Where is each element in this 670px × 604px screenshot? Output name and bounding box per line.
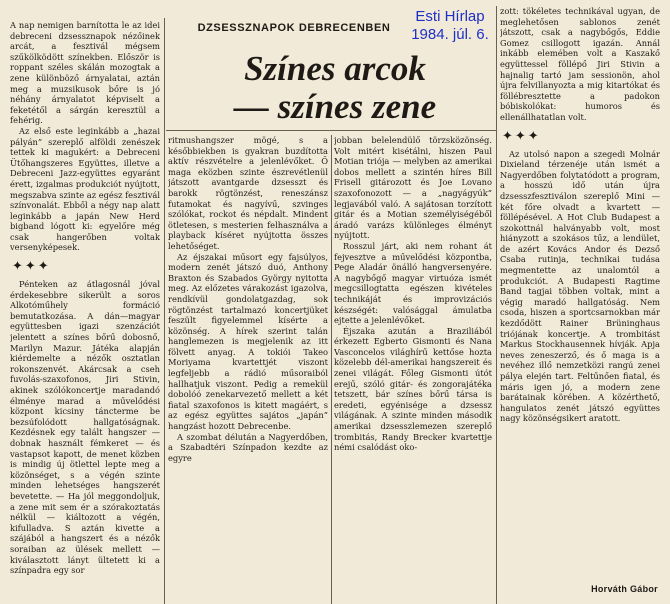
column-rule-2	[331, 135, 332, 604]
paragraph: A nap nemigen barnította le az idei debreceni dzsessznapok nézőinek arcát, a fesztivál mégsem szűkölködött színekben. Először is roppant széles skálán mozogtak a zene különböző árnyalatai, aztán meg a muzsikusok bőre is jó néhány árnyalatot képviselt a feketétől a sárgán keresztül a fehérig.	[10, 20, 160, 126]
paragraph: zott: tökéletes technikával ugyan, de meglehetősen sablonos zenét játszott, csak a nagybőgős, Eddie Gomez csillogott igazán. Annál inkább elemében volt a Kaszakő együttessel föllépő Jiri Stivin a hajnalig tartó jam sessionön, ahol újra felvillanyozta a mig kitartókat és föllébresztette a padokon bóbiskolókat: humoros és ellenállhatatlan volt.	[500, 6, 660, 122]
paragraph: Pénteken az átlagosnál jóval érdekesebbre sikerült a soros Alkotóműhely formáció bemutatkozása. A dán—magyar együttesben igazi szenzációt jelentett a színes bőrű dobosnő, Marilyn Mazur. Játéka alapján kiérdemelte a nézők osztatlan rokonszenvét. Akárcsak a cseh fuvolás-szaxofonos, Jiri Stivin, akinek szólókoncertje maradandó élménye marad a művelődési központ kicsiny táncterme be bezsúfolódott hallgatóságnak. Kezdésnek egy talált hangszer — dobnak használt fémkeret — és vastapsot kapott, de menet közben is mindig új ötlettel lepte meg a közönséget, s a végén szinte minden lehetséges hangszerét bevetette. — Ha jól meggondoljuk, a zene mit sem ér a szórakoztatás nélkül — kiáltozott a végén, kifulladva. S aztán kivette a szájából a hangszert és a nézők soraiban az ülések mellett — kiválasztott lányt ültetett ki a színpadra egy sor	[10, 279, 160, 576]
headline-line-2: — színes zene	[233, 87, 437, 126]
paragraph: Rosszul járt, aki nem rohant át fejvesztve a művelődési központba, Pege Aladár önálló hangversenyére. A nagybőgő magyar virtuóza ismét megcsillogtatta egészen kivételes technikáját és improvizációs készségét: valósággal ámulatba ejtette a jelenlévőket.	[334, 240, 492, 326]
paragraph: Az első este leginkább a „hazai pályán” szereplő alföldi zenészek tettek ki magukért: a Debreceni Ütőhangszeres Együttes, illetve a Debreceni Jazz-együttes egyaránt érett, izgalmas produkciót nyújtott, megszabva szinte az egész fesztivál színvonalát. Ebből a négy nap alatt leginkább a japán New Herd bigband lógott ki: egyelőre még csak hangerőben voltak versenyképesek.	[10, 125, 160, 253]
paragraph: Éjszaka azután a Braziliából érkezett Egberto Gismonti és Nana Vasconcelos világhírű kettőse hozta közelebb dél-amerikai hangszereit és zenei világát. Főleg Gismonti útót erejű, szóló gitár- és zongorajátéka tetszett, bár színes bőrű társa is eredeti, egyénisége a dzsessz világának. A szinte minden második amerikai dzsesszlemezen szereplő trombitás, Randy Brecker kvartettje némi csalódást oko-	[334, 325, 492, 453]
article-column-1	[10, 20, 160, 604]
paragraph: A szombat délután a Nagyerdőben, a Szabadtéri Színpadon kezdte az egyre	[168, 431, 328, 463]
column-rule-3	[496, 6, 497, 604]
article-kicker: DZSESSZNAPOK DEBRECENBEN	[197, 22, 391, 34]
section-separator-stars: ✦✦✦	[502, 128, 541, 144]
headline-line-1: Színes arcok	[244, 49, 426, 88]
stamp-date: 1984. júl. 6.	[411, 26, 489, 43]
paragraph: ritmushangszer mögé, s a későbbiekben is gyakran buzdította aktív részvételre a jelenlévőket. Ő maga eközben szinte észrevétlenül játszott avantgarde dzsesszt és barokk rögtönzést, reneszánsz futamokat és nagyívű, szvinges szólókat, rockot és népdalt. Mindent ötletesen, s mesterien felhasználva a playback kíséret nyújtotta összes lehetőséget.	[168, 135, 328, 251]
article-column-4	[500, 6, 660, 604]
paragraph: jobban belelendülő törzsközönség. Volt mitért kisétálni, hiszen Paul Motian triója — melyben az amerikai dobos mellett a szintén híres Bill Frisell gitározott és Joe Lovano szaxofonozott — a „nagyágyúk” legjavából való. A sajátosan torzított gitár és a Motian személyiségéből áradó varázs különleges élményt nyújtott.	[334, 135, 492, 241]
article-column-3	[334, 135, 492, 604]
archive-stamp	[402, 8, 498, 44]
paragraph: Az utolsó napon a szegedi Molnár Dixieland térzenéje után ismét a Nagyerdőben folytatódott a program, a hosszú idő után újra dzsesszfesztiválon szereplő Mini — két főre olvadt a kvartett — föllépésével. A Hot Club Budapest a szokottnál halványabb volt, most hiányzott a szokásos tűz, a lendület, de azért Kovács Andor és Dezső Csaba rutinja, technikai tudása megmentette az unalomtól a produkciót. A Budapesti Ragtime Band tagjai többen voltak, mint a végig maradó hallgatóság. Nem csoda, hiszen a sportcsarnokban már kezdődött Rainer Brüninghaus triójának koncertje. A trombitást Markus Stockhausennek hívják. Apja neves zeneszerző, és ő maga is a nevéhez illő nemzetközi rangú zenei pálya elején tart. Feltűnően fiatal, és máris igen jó, a modern zene barátainak körében. A közérthető, hangulatos zenét játszó együttes nagy közönségsikert aratott.	[500, 148, 660, 424]
paragraph: Az éjszakai műsort egy fajsúlyos, modern zenét játszó duó, Anthony Braxton és Szabados György nyitotta meg. Az előzetes várakozást igazolva, rendkívül gondolatgazdag, sok rögtönzést tartalmazó koncertjüket feszült figyelemmel kísérte a közönség. A hírek szerint talán hanglemezen is megjelenik az itt fölvett anyag. A tokiói Takeo Moriyama kvartettjét viszont legfeljebb a rádió műsoraiból hallhatjuk viszont. Pedig a remekül dobolóó zenekarvezető mellett a két fiatal szaxofonos is kitett magáért, s az egész együttes sajátos „japán” hangzást hozott Debrecenbe.	[168, 251, 328, 432]
column-rule-1	[164, 18, 165, 604]
headline-rule	[166, 130, 496, 131]
author-byline: Horváth Gábor	[591, 584, 658, 594]
section-separator-stars: ✦✦✦	[12, 259, 51, 275]
article-column-2	[168, 135, 328, 604]
article-headline	[176, 50, 494, 126]
stamp-paper-name: Esti Hírlap	[415, 8, 485, 25]
